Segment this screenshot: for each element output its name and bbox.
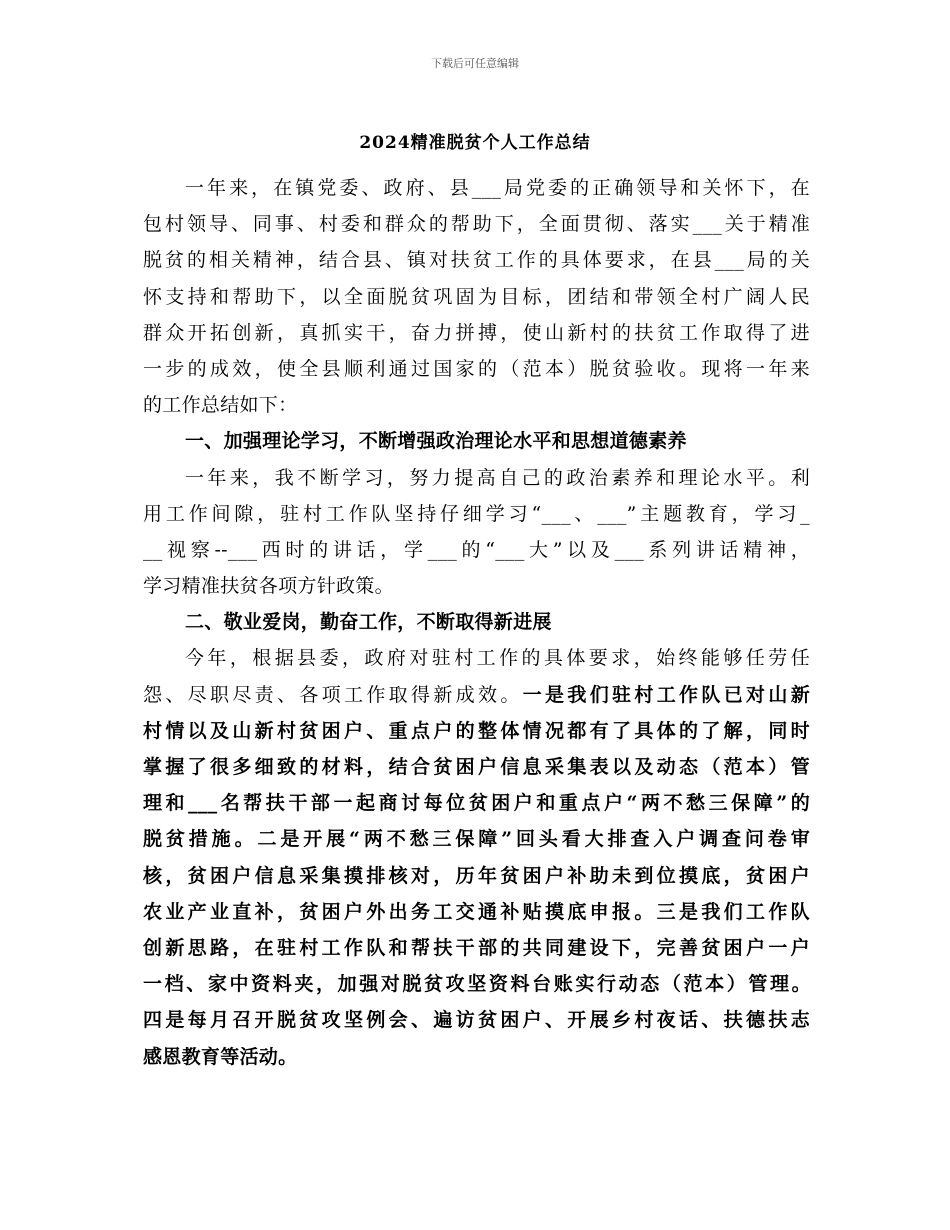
paragraph-line: __视察--___西时的讲话，学___的“___大”以及___系列讲话精神， [143,538,810,561]
paragraph-line: 一步的成效，使全县顺利通过国家的（范本）脱贫验收。现将一年来 [143,357,810,380]
normal-text: 怨、尽职尽责、各项工作取得新成效。 [143,683,523,706]
paragraph-line-bold: 四是每月召开脱贫攻坚例会、遍访贫困户、开展乡村夜话、扶德扶志 [143,1009,810,1032]
paragraph-line: 今年，根据县委，政府对驻村工作的具体要求，始终能够任劳任 [185,647,810,670]
paragraph-line: 一年来，我不断学习，努力提高自己的政治素养和理论水平。利 [185,466,810,489]
section-heading: 二、敬业爱岗，勤奋工作，不断取得新进展 [185,611,552,634]
paragraph-line: 用工作间隙，驻村工作队坚持仔细学习“___、___”主题教育，学习_ [143,502,810,525]
paragraph-line: 脱贫的相关精神，结合县、镇对扶贫工作的具体要求，在县___局的关 [143,249,810,272]
bold-text: 一是我们驻村工作队已对山新 [522,683,810,706]
paragraph-line: 学习精准扶贫各项方针政策。 [143,575,394,598]
paragraph-line-bold: 理和___名帮扶干部一起商讨每位贫困户和重点户“两不愁三保障”的 [143,792,810,815]
paragraph-line-bold: 脱贫措施。二是开展“两不愁三保障”回头看大排查入户调查问卷审 [143,828,810,851]
paragraph-line-bold: 掌握了很多细致的材料，结合贫困户信息采集表以及动态（范本）管 [143,756,810,778]
paragraph-line: 的工作总结如下： [143,394,298,417]
paragraph-line: 一年来，在镇党委、政府、县___局党委的正确领导和关怀下，在 [185,177,810,199]
paragraph-line-bold: 农业产业直补，贫困户外出务工交通补贴摸底申报。三是我们工作队 [143,900,810,923]
paragraph-line-bold: 核，贫困户信息采集摸排核对，历年贫困户补助未到位摸底，贫困户 [143,864,810,887]
header-note: 下载后可任意编辑 [431,57,519,70]
section-heading: 一、加强理论学习，不断增强政治理论水平和思想道德素养 [185,430,687,453]
document-title: 2024精准脱贫个人工作总结 [359,133,591,153]
paragraph-line: 怀支持和帮助下，以全面脱贫巩固为目标，团结和带领全村广阔人民 [143,285,810,308]
paragraph-line: 包村领导、同事、村委和群众的帮助下，全面贯彻、落实___关于精准 [143,213,810,236]
paragraph-line-bold: 感恩教育等活动。 [143,1045,298,1068]
paragraph-line: 群众开拓创新，真抓实干，奋力拼搏，使山新村的扶贫工作取得了进 [143,321,810,344]
document-body [143,170,810,1075]
paragraph-line-bold: 村情以及山新村贫困户、重点户的整体情况都有了具体的了解，同时 [143,719,810,742]
paragraph-line-bold: 创新思路，在驻村工作队和帮扶干部的共同建设下，完善贫困户一户 [143,936,810,959]
paragraph-line-mixed [143,677,810,713]
paragraph-line-bold: 一档、家中资料夹，加强对脱贫攻坚资料台账实行动态（范本）管理。 [143,973,810,996]
